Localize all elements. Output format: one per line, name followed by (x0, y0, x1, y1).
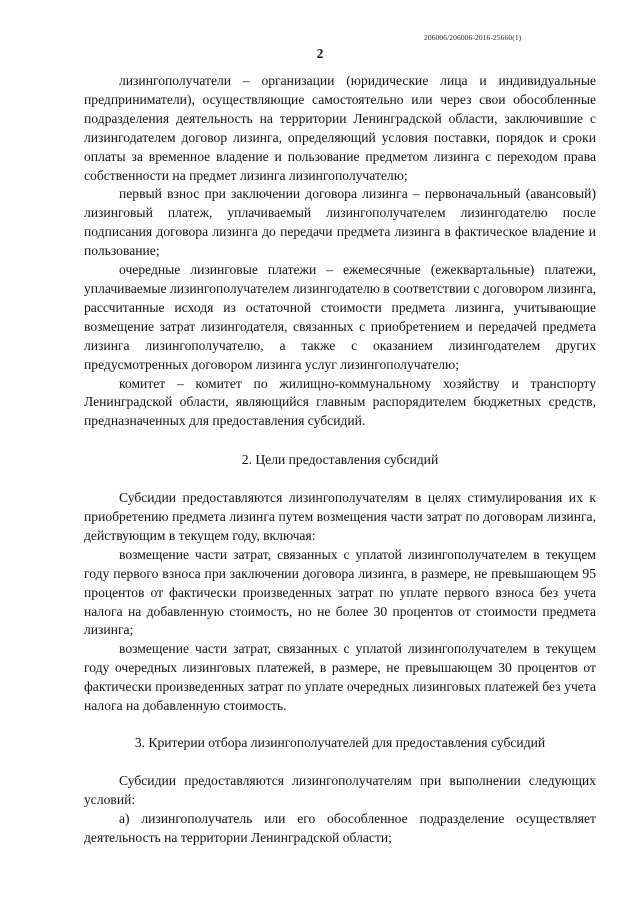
paragraph: а) лизингополучатель или его обособленное подразделение осуществляет деятельность на территории Ленинградской области; (84, 810, 596, 845)
document-id: 206006/206006-2016-25660(1) (424, 33, 522, 42)
definition-first-payment: первый взнос при заключении договора лизинга – первоначальный (авансовый) лизинговый платеж, уплачиваемый лизингополучателем лизингодателю после подписания договора лизинга до передачи предмета лизинга в фактическое владение и пользование; (84, 186, 596, 259)
section-heading-goals: 2. Цели предоставления субсидий (241, 452, 439, 468)
paragraph: Субсидии предоставляются лизингополучателям в целях стимулирования их к приобретению предмета лизинга путем возмещения части затрат по договорам лизинга, действующим в текущем году, включая: (84, 490, 596, 543)
document-body (84, 72, 596, 848)
paragraph: возмещение части затрат, связанных с уплатой лизингополучателем в текущем году очередных лизинговых платежей, в размере, не превышающем 30 процентов от фактически произведенных затрат по уплате очередных лизинговых платежей без учета налога на добавленную стоимость. (84, 641, 596, 714)
paragraph: возмещение части затрат, связанных с уплатой лизингополучателем в текущем году первого взноса при заключении договора лизинга, в размере, не превышающем 95 процентов от фактически произведенных затрат по уплате первого взноса без учета налога на добавленную стоимость, но не более 30 процентов от стоимости предмета лизинга; (84, 546, 596, 638)
section-heading-criteria: 3. Критерии отбора лизингополучателей для предоставления субсидий (134, 735, 546, 750)
definition-regular-payments: очередные лизинговые платежи – ежемесячные (ежеквартальные) платежи, уплачиваемые лизингополучателем лизингодателю в соответствии с договором лизинга, рассчитанные исходя из остаточной стоимости предмета лизинга, учитывающие возмещение затрат лизингодателя, связанных с приобретением и передачей предмета лизинга лизингополучателю, а также с оказанием лизингодателем других предусмотренных договором лизинга услуг лизингополучателю; (84, 262, 596, 372)
paragraph: Субсидии предоставляются лизингополучателям при выполнении следующих условий: (84, 772, 596, 807)
page-number: 2 (316, 46, 324, 61)
definition-lessees: лизингополучатели – организации (юридические лица и индивидуальные предприниматели), осуществляющие самостоятельно или через свои обособленные подразделения деятельность на территории Ленинградской области, заключившие с лизингодателем договор лизинга, определяющий условия поставки, порядок и сроки оплаты за временное владение и пользование предметом лизинга с переходом права собственности на предмет лизинга лизингополучателю; (84, 73, 596, 183)
definition-committee: комитет – комитет по жилищно-коммунальному хозяйству и транспорту Ленинградской области, являющийся главным распорядителем бюджетных средств, предназначенных для предоставления субсидий. (84, 375, 596, 429)
